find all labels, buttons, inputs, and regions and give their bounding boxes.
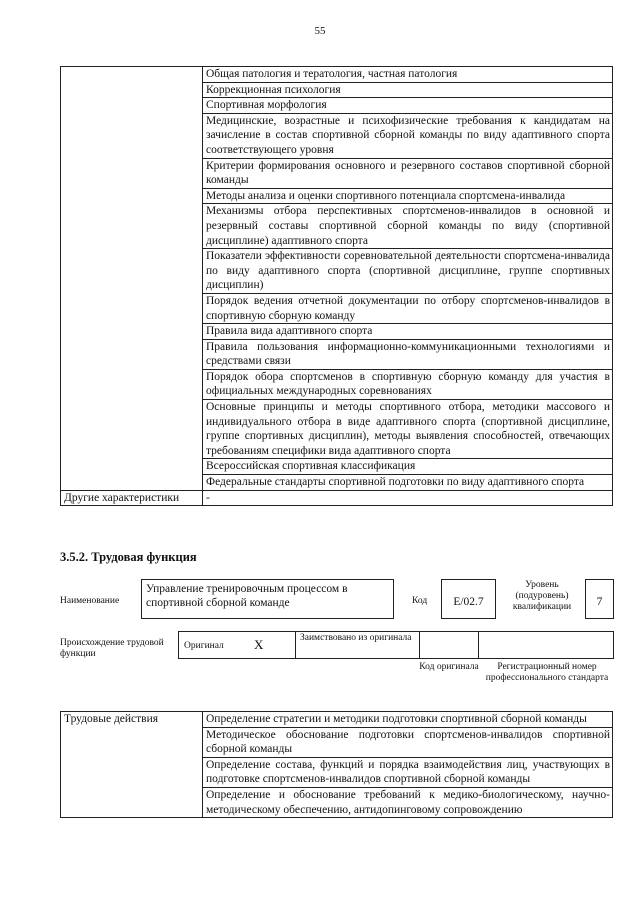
level-value: 7 (596, 596, 603, 608)
knowledge-item: Общая патология и тератология, частная патология (203, 67, 613, 83)
other-characteristics-value: - (203, 490, 613, 506)
name-label: Наименование (60, 596, 120, 606)
table-row (61, 67, 613, 83)
level-box (585, 579, 614, 619)
labor-actions-label: Трудовые действия (61, 712, 203, 818)
knowledge-item: Правила пользования информационно-коммуникационными технологиями и средствами связи (203, 339, 613, 369)
knowledge-item: Всероссийская спортивная классификация (203, 459, 613, 475)
table-row (61, 712, 613, 728)
origin-label: Происхождение трудовой функции (60, 638, 164, 659)
reg-number-box (478, 631, 614, 659)
knowledge-item: Основные принципы и методы спортивного отбора, методики массового и индивидуального отбора в виде адаптивного спорта (спортивной дисциплине, группе спортивных дисциплин), методы выявления способностей, отвечающих требованиям специфики вида адаптивного спорта (203, 400, 613, 459)
other-characteristics-label: Другие характеристики (61, 490, 203, 506)
code-original-box (419, 631, 479, 659)
labor-action-item: Методическое обоснование подготовки спортсменов-инвалидов спортивной сборной команды (203, 727, 613, 757)
knowledge-left-cell (61, 67, 203, 491)
labor-action-item: Определение стратегии и методики подготовки спортивной сборной команды (203, 712, 613, 728)
original-label: Оригинал (184, 641, 224, 651)
code-label: Код (412, 596, 428, 606)
knowledge-item: Медицинские, возрастные и психофизические требования к кандидатам на зачисление в состав спортивной сборной команды по виду адаптивного спорта соответствующего уровня (203, 113, 613, 158)
knowledge-item: Механизмы отбора перспективных спортсменов-инвалидов в основной и резервный составы спортивной сборной команды по виду (спортивной дисциплине) адаптивного спорта (203, 204, 613, 249)
section-title: 3.5.2. Трудовая функция (60, 550, 197, 564)
name-box (141, 579, 394, 619)
reg-number-label: Регистрационный номер профессионального стандарта (485, 662, 609, 683)
knowledge-item: Критерии формирования основного и резервного составов спортивной сборной команды (203, 158, 613, 188)
name-value: Управление тренировочным процессом в спортивной сборной команде (146, 583, 348, 609)
labor-actions-table (60, 711, 613, 818)
labor-action-item: Определение и обоснование требований к медико-биологическому, научно-методическому обеспечению, антидопинговому сопровождению (203, 787, 613, 817)
table-row (61, 490, 613, 506)
level-label: Уровень (подуровень) квалификации (512, 580, 572, 612)
knowledge-item: Порядок ведения отчетной документации по отбору спортсменов-инвалидов в спортивную сборную команду (203, 293, 613, 323)
knowledge-table (60, 66, 613, 506)
page-number: 55 (314, 25, 326, 37)
original-box (178, 631, 296, 659)
knowledge-item: Коррекционная психология (203, 82, 613, 98)
original-mark: X (254, 637, 264, 652)
knowledge-item: Правила вида адаптивного спорта (203, 324, 613, 340)
code-original-label: Код оригинала (419, 662, 479, 672)
knowledge-item: Методы анализа и оценки спортивного потенциала спортсмена-инвалида (203, 188, 613, 204)
knowledge-item: Федеральные стандарты спортивной подготовки по виду адаптивного спорта (203, 475, 613, 491)
borrowed-label: Заимствовано из оригинала (300, 633, 412, 643)
labor-action-item: Определение состава, функций и порядка взаимодействия лиц, участвующих в подготовке спортсменов-инвалидов спортивной сборной команды (203, 757, 613, 787)
code-value: E/02.7 (453, 596, 484, 608)
code-box (441, 579, 496, 619)
knowledge-item: Показатели эффективности соревновательной деятельности спортсмена-инвалида по виду адаптивного спорта (спортивной дисциплине, группе спортивных дисциплин) (203, 249, 613, 294)
knowledge-item: Спортивная морфология (203, 98, 613, 114)
borrowed-box (295, 631, 420, 659)
knowledge-item: Порядок обора спортсменов в спортивную сборную команду для участия в официальных международных соревнованиях (203, 369, 613, 399)
